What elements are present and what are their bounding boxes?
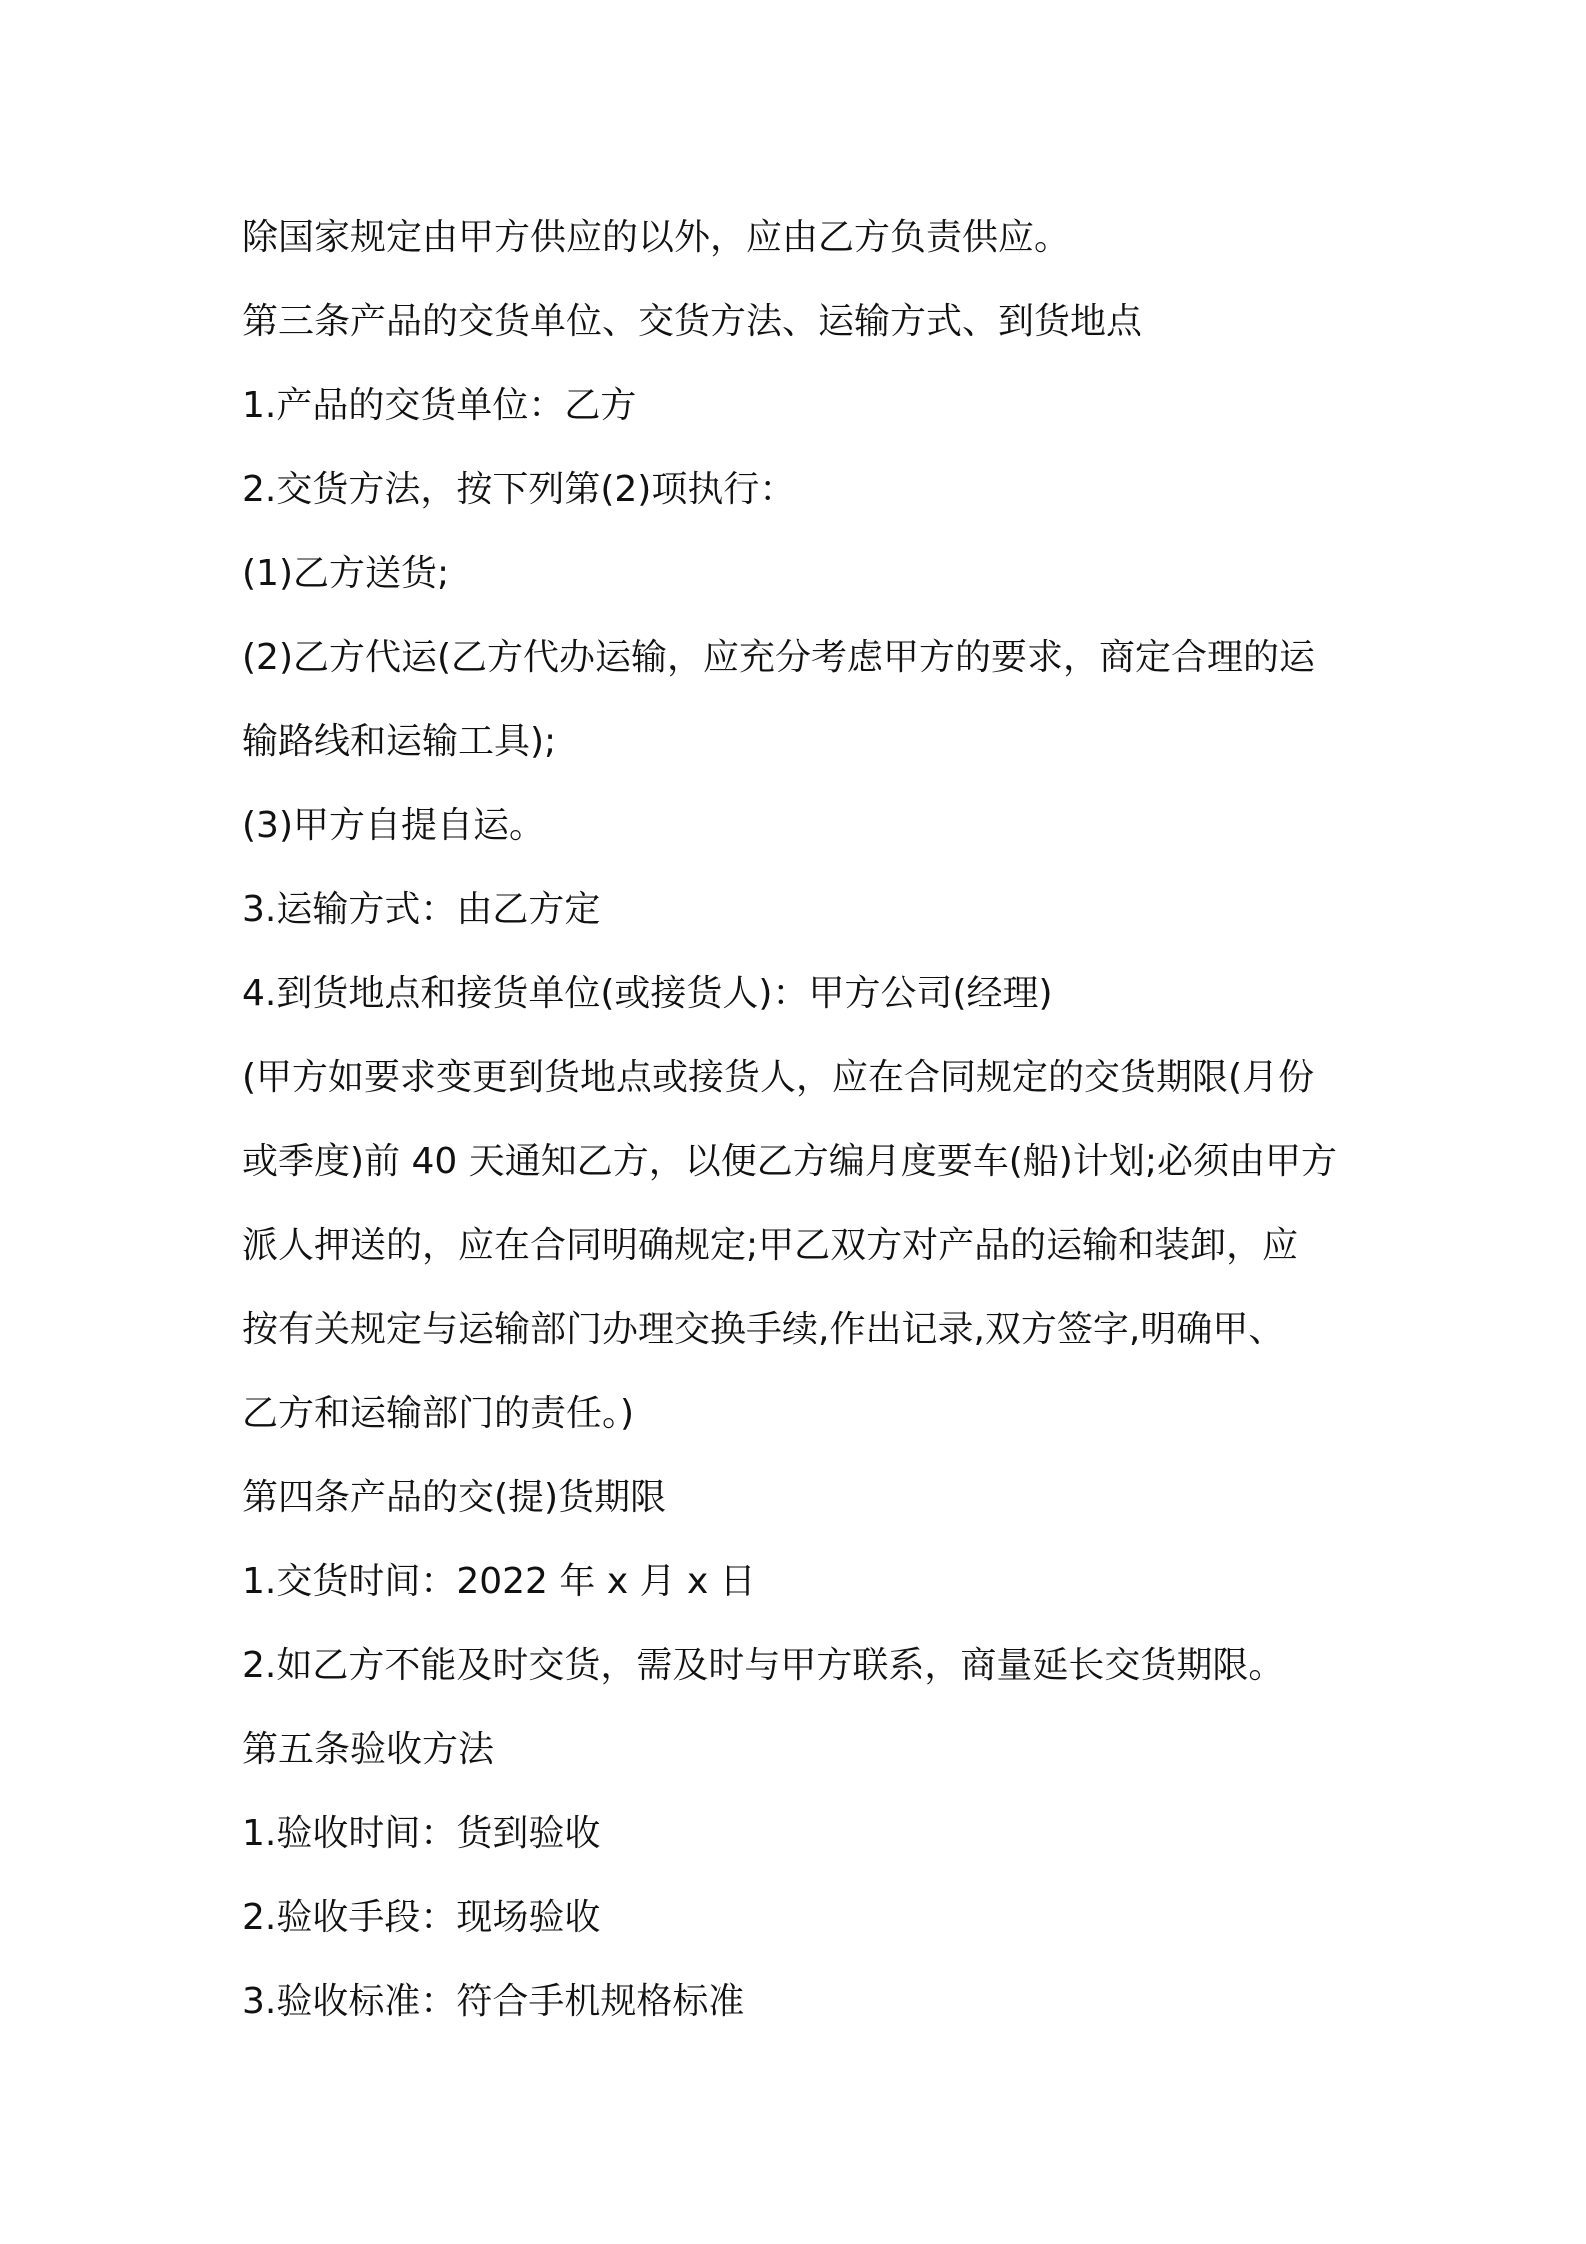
text-line-option-2-cont: 输路线和运输工具); <box>242 721 557 762</box>
text-line-inspection-time: 1.验收时间：货到验收 <box>242 1813 601 1854</box>
text-line-change-note-1: (甲方如要求变更到货地点或接货人，应在合同规定的交货期限(月份 <box>242 1057 1315 1098</box>
text-line-inspection-standard: 3.验收标准：符合手机规格标准 <box>242 1981 745 2022</box>
text-line-transport-mode: 3.运输方式：由乙方定 <box>242 889 601 930</box>
heading-article-3: 第三条产品的交货单位、交货方法、运输方式、到货地点 <box>242 301 1143 342</box>
text-line-change-note-3: 派人押送的，应在合同明确规定;甲乙双方对产品的运输和装卸，应 <box>242 1225 1299 1266</box>
text-line-delay-clause: 2.如乙方不能及时交货，需及时与甲方联系，商量延长交货期限。 <box>242 1645 1285 1686</box>
text-line-option-2: (2)乙方代运(乙方代办运输，应充分考虑甲方的要求，商定合理的运 <box>242 637 1316 678</box>
text-line-change-note-4: 按有关规定与运输部门办理交换手续,作出记录,双方签字,明确甲、 <box>242 1309 1285 1350</box>
text-line-supply-clause: 除国家规定由甲方供应的以外，应由乙方负责供应。 <box>242 217 1071 258</box>
text-line-option-3: (3)甲方自提自运。 <box>242 805 545 846</box>
text-line-destination: 4.到货地点和接货单位(或接货人)：甲方公司(经理) <box>242 973 1053 1014</box>
text-line-change-note-2: 或季度)前 40 天通知乙方，以便乙方编月度要车(船)计划;必须由甲方 <box>242 1141 1337 1182</box>
text-line-change-note-5: 乙方和运输部门的责任。) <box>242 1393 635 1434</box>
heading-article-5: 第五条验收方法 <box>242 1729 495 1770</box>
text-line-delivery-time: 1.交货时间：2022 年 x 月 x 日 <box>242 1561 756 1602</box>
document-body <box>242 196 1362 2044</box>
text-line-delivery-method: 2.交货方法，按下列第(2)项执行： <box>242 469 796 510</box>
heading-article-4: 第四条产品的交(提)货期限 <box>242 1477 667 1518</box>
text-line-inspection-means: 2.验收手段：现场验收 <box>242 1897 601 1938</box>
text-line-delivery-unit: 1.产品的交货单位：乙方 <box>242 385 637 426</box>
text-line-option-1: (1)乙方送货; <box>242 553 450 594</box>
